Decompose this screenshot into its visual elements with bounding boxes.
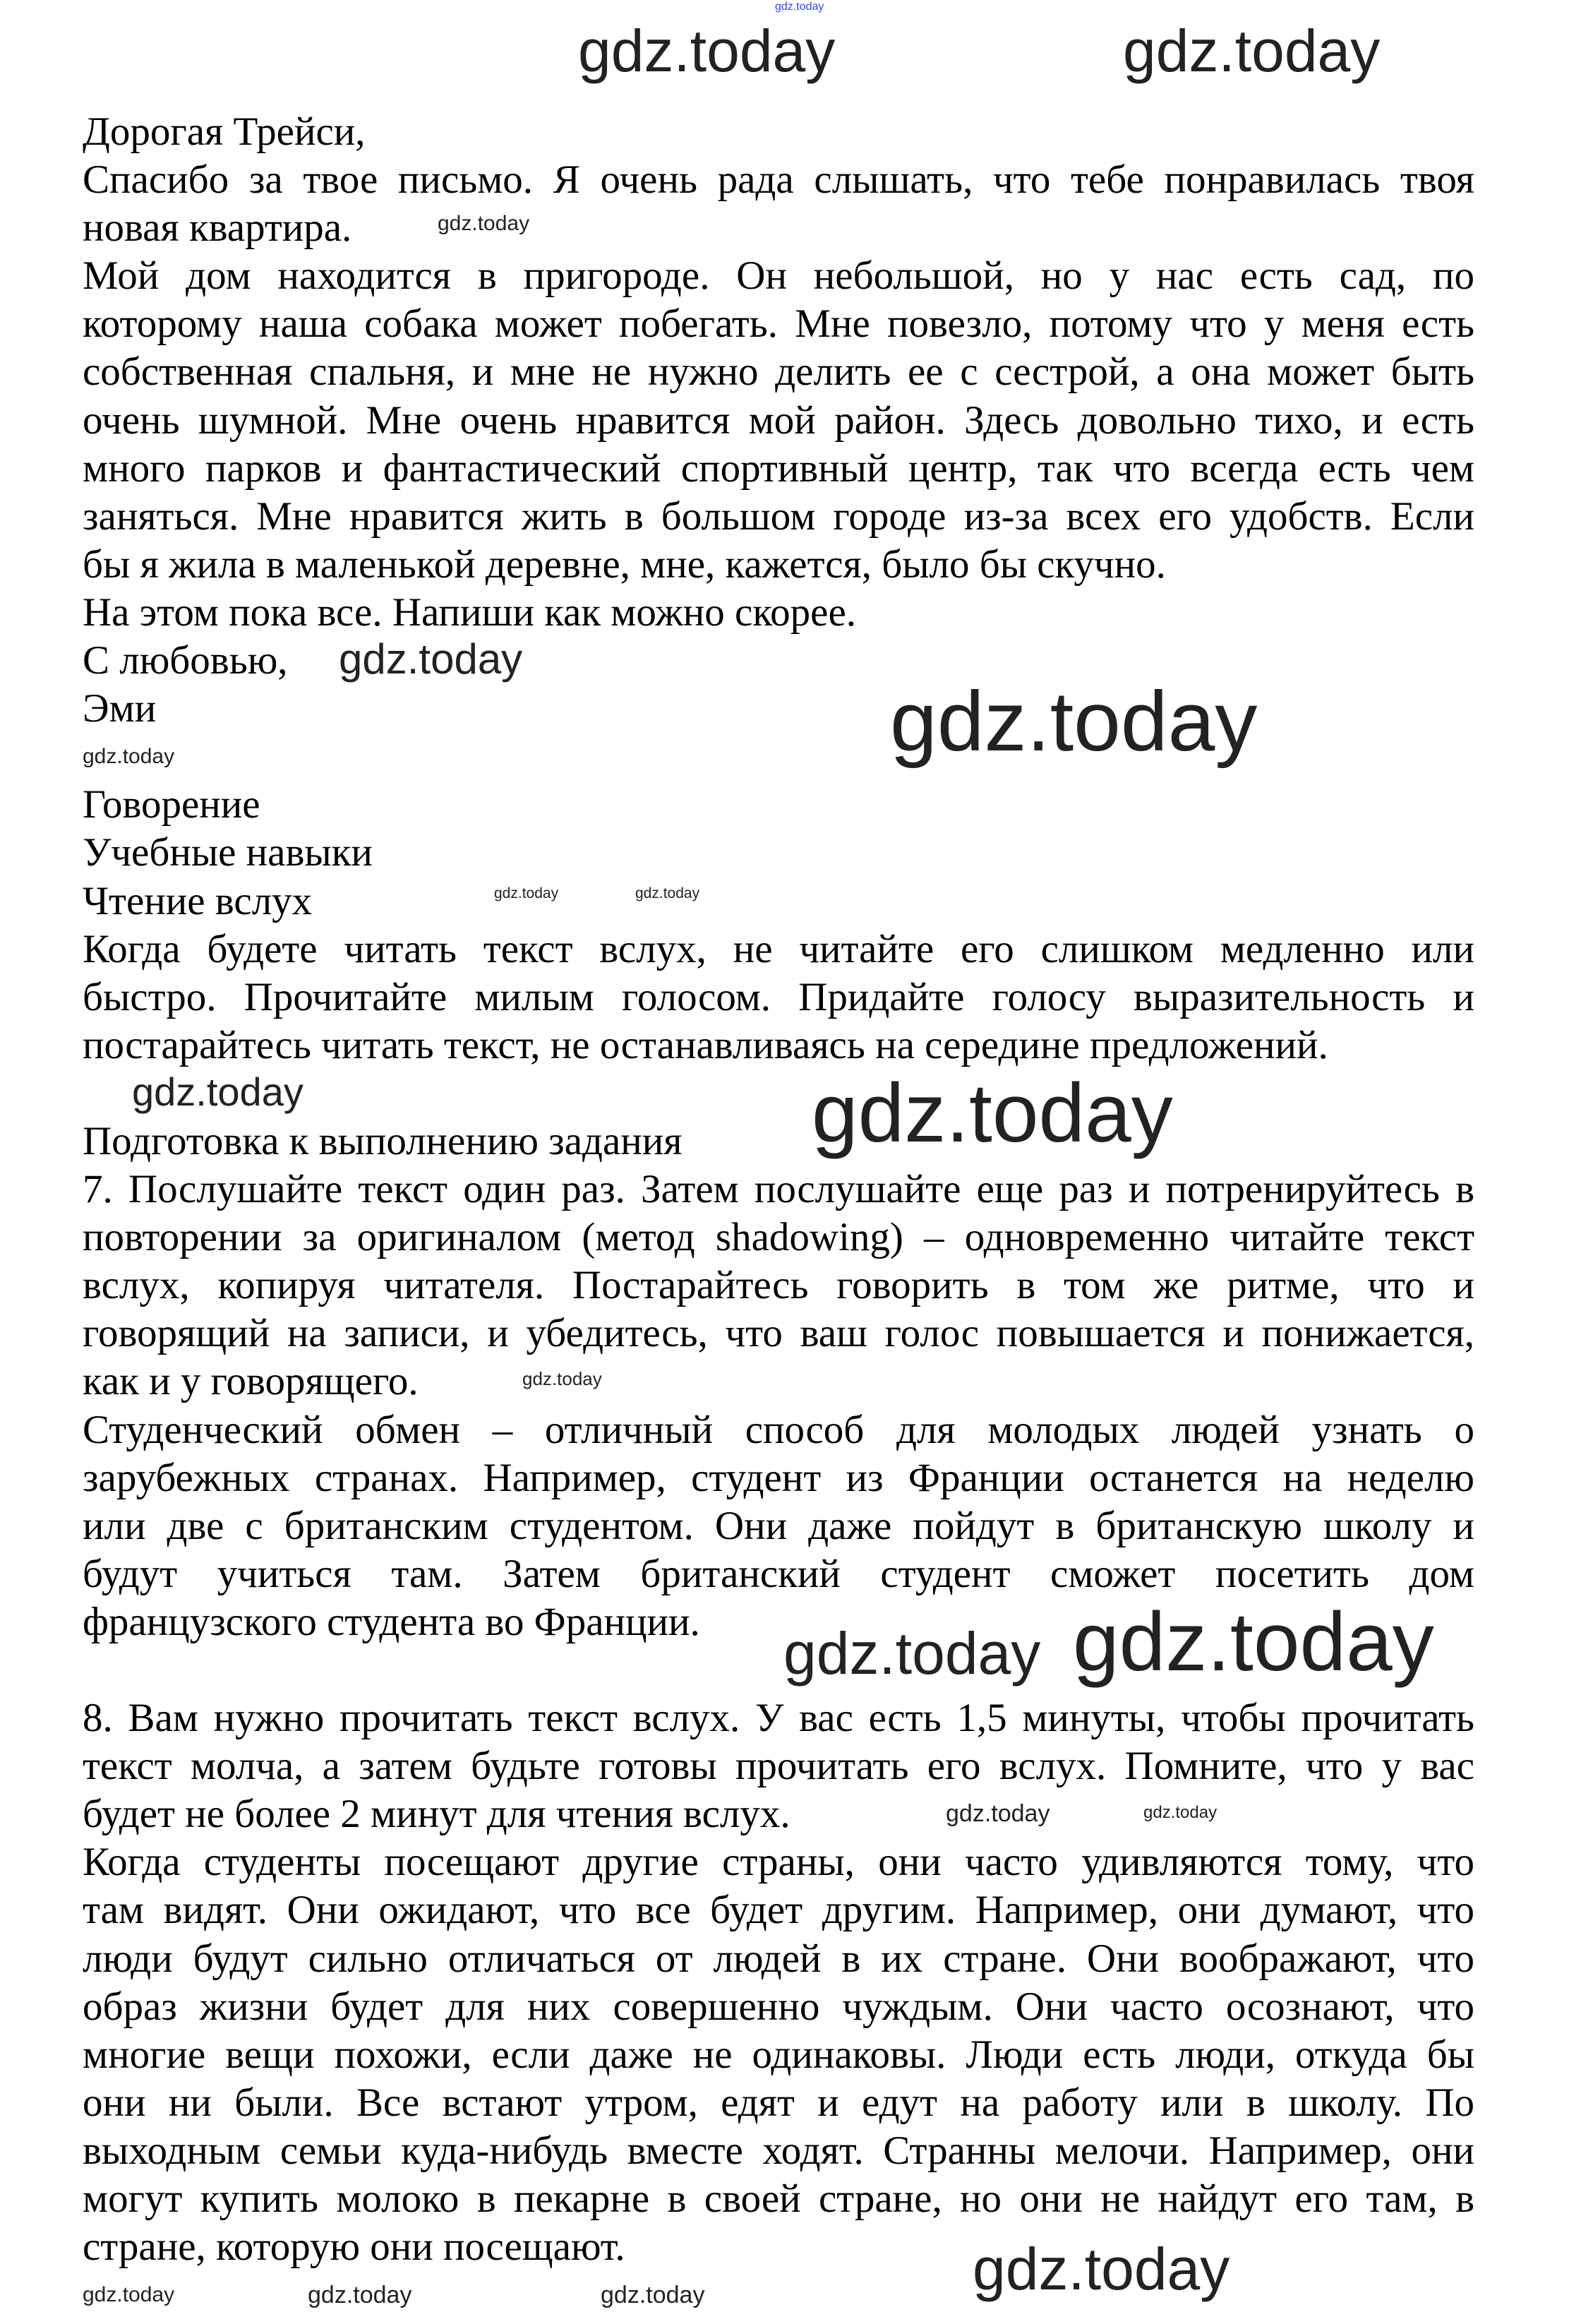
text-line: зарубежных странах. Например, студент из Франции останется на неделю [83, 1455, 1474, 1500]
text-line: или две с британским студентом. Они даже пойдут в британскую школу и [83, 1503, 1474, 1548]
text-line: 8. Вам нужно прочитать текст вслух. У вас есть 1,5 минуты, чтобы прочитать [83, 1696, 1474, 1741]
text-line: Спасибо за твое письмо. Я очень рада слышать, что тебе понравилась твоя [83, 157, 1474, 203]
text-line: образ жизни будет для них совершенно чуждым. Они часто осознают, что [83, 1984, 1474, 2029]
paragraph [83, 589, 1474, 637]
watermark: gdz.today [890, 674, 1258, 769]
paragraph [83, 108, 1474, 156]
text-line: Чтение вслух [83, 878, 313, 923]
text-line: могут купить молоко в пекарне в своей стране, но они не найдут его там, в [83, 2176, 1474, 2222]
watermark: gdz.today [775, 1, 824, 13]
text-line: собственная спальня, и мне не нужно делить ее с сестрой, а она может быть [83, 349, 1474, 395]
text-line: Подготовка к выполнению задания [83, 1118, 683, 1163]
paragraph [83, 685, 1474, 733]
watermark: gdz.today [1073, 1595, 1434, 1689]
text-line [83, 733, 1474, 781]
text-line: выходным семьи куда-нибудь вместе ходят. Странны мелочи. Например, они [83, 2128, 1474, 2173]
paragraph [83, 878, 1474, 926]
text-line: новая квартира. [83, 205, 352, 251]
text-line: Говорение [83, 782, 260, 827]
text-line: С любовью, [83, 638, 288, 683]
paragraph [83, 829, 1474, 877]
watermark: gdz.today [1143, 1803, 1218, 1822]
text-line: Когда будете читать текст вслух, не читайте его слишком медленно или [83, 926, 1474, 971]
text-line: французского студента во Франции. [83, 1599, 700, 1644]
watermark: gdz.today [308, 2282, 412, 2308]
watermark: gdz.today [438, 212, 530, 235]
text-line: много парков и фантастический спортивный центр, так что всегда есть чем [83, 445, 1474, 491]
text-line: текст молча, а затем будьте готовы прочитать его вслух. Помните, что у вас [83, 1744, 1474, 1789]
text-line: Студенческий обмен – отличный способ для молодых людей узнать о [83, 1407, 1474, 1452]
paragraph [83, 926, 1474, 1070]
text-line: Мой дом находится в пригороде. Он небольшой, но у нас есть сад, по [83, 253, 1474, 299]
watermark: gdz.today [522, 1368, 602, 1389]
text-line: люди будут сильно отличаться от людей в их стране. Они воображают, что [83, 1936, 1474, 1981]
paragraph [83, 156, 1474, 252]
text-line: Когда студенты посещают другие страны, они часто удивляются тому, что [83, 1840, 1474, 1885]
text-line: они ни были. Все встают утром, едят и едут на работу или в школу. По [83, 2080, 1474, 2125]
text-line: постарайтесь читать текст, не останавливаясь на середине предложений. [83, 1022, 1328, 1067]
text-line: которому наша собака может побегать. Мне повезло, потому что у меня есть [83, 301, 1474, 347]
watermark: gdz.today [83, 745, 175, 768]
watermark: gdz.today [783, 1620, 1041, 1687]
watermark: gdz.today [132, 1070, 303, 1114]
watermark: gdz.today [601, 2282, 705, 2308]
watermark: gdz.today [635, 885, 700, 902]
watermark: gdz.today [339, 635, 523, 683]
text-line: На этом пока все. Напиши как можно скорее. [83, 589, 856, 635]
watermark: gdz.today [973, 2236, 1230, 2302]
paragraph [83, 1694, 1474, 1838]
paragraph [83, 1838, 1474, 2271]
watermark: gdz.today [494, 885, 559, 902]
text-line: там видят. Они ожидают, что все будет другим. Например, они думают, что [83, 1888, 1474, 1933]
document-body [83, 108, 1474, 2271]
text-line: 7. Послушайте текст один раз. Затем послушайте еще раз и потренируйтесь в [83, 1167, 1474, 1212]
text-line: говорящий на записи, и убедитесь, что ваш голос повышается и понижается, [83, 1311, 1474, 1356]
paragraph [83, 1118, 1474, 1166]
watermark: gdz.today [946, 1800, 1050, 1827]
watermark: gdz.today [83, 2283, 175, 2306]
text-line: бы я жила в маленькой деревне, мне, кажется, было бы скучно. [83, 541, 1166, 587]
text-line: будут учиться там. Затем британский студент сможет посетить дом [83, 1551, 1474, 1596]
text-line: многие вещи похожи, если даже не одинаковы. Люди есть люди, откуда бы [83, 2032, 1474, 2077]
watermark: gdz.today [1123, 18, 1381, 84]
text-line: будет не более 2 минут для чтения вслух. [83, 1792, 790, 1837]
text-line: Учебные навыки [83, 830, 373, 875]
text-line: повторении за оригиналом (метод shadowing) – одновременно читайте текст [83, 1215, 1474, 1260]
text-line: Дорогая Трейси, [83, 109, 366, 154]
text-line: Эми [83, 686, 157, 731]
text-line: как и у говорящего. [83, 1359, 419, 1404]
watermark: gdz.today [578, 18, 836, 84]
paragraph [83, 781, 1474, 829]
watermark: gdz.today [812, 1067, 1173, 1160]
paragraph [83, 733, 1474, 781]
text-line: очень шумной. Мне очень нравится мой район. Здесь довольно тихо, и есть [83, 397, 1474, 443]
paragraph [83, 252, 1474, 589]
text-line: быстро. Прочитайте милым голосом. Придайте голосу выразительность и [83, 974, 1474, 1019]
text-line: заняться. Мне нравится жить в большом городе из-за всех его удобств. Если [83, 493, 1474, 539]
text-line: стране, которую они посещают. [83, 2224, 625, 2270]
paragraph [83, 1166, 1474, 1406]
text-line: вслух, копируя читателя. Постарайтесь говорить в том же ритме, что и [83, 1263, 1474, 1308]
paragraph [83, 637, 1474, 685]
